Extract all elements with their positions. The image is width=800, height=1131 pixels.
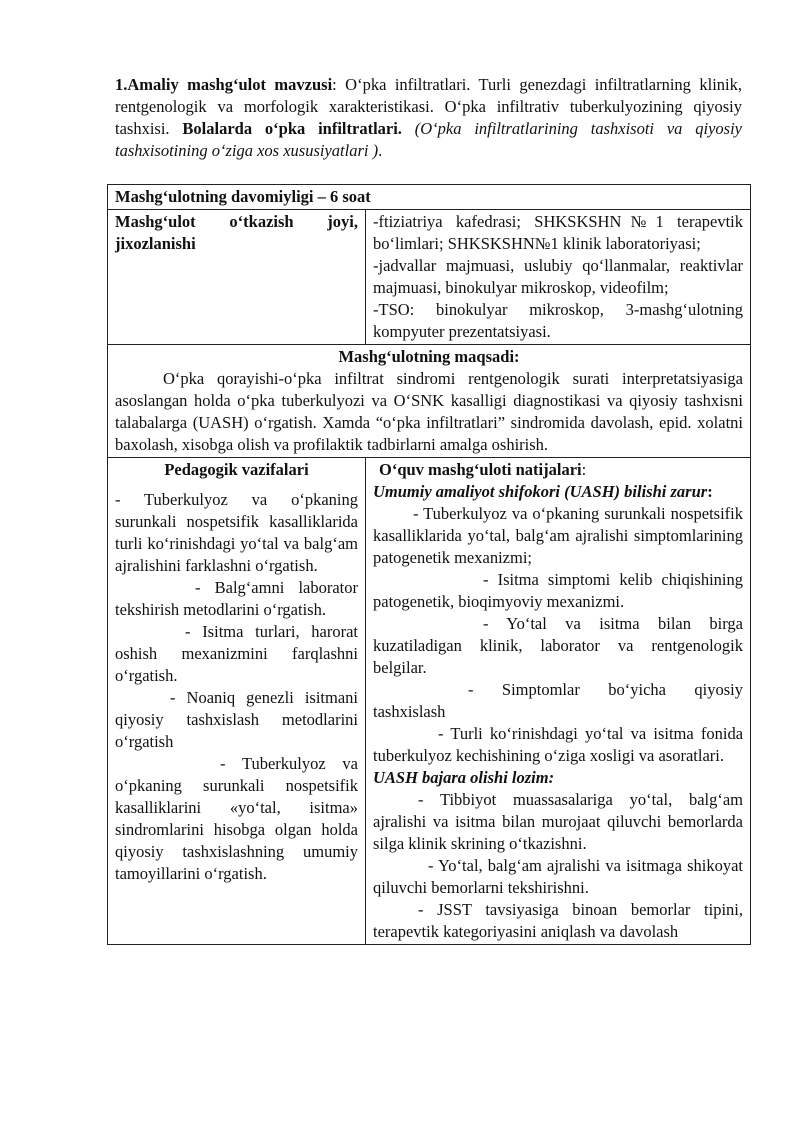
duration-cell: Mashg‘ulotning davomiyligi – 6 soat <box>108 185 751 210</box>
duration-row <box>108 185 751 210</box>
know-item: - Turli ko‘rinishdagi yo‘tal va isitma fonida tuberkulyoz kechishining o‘ziga xosligi va asoratlari. <box>373 724 744 765</box>
goal-title: Mashg‘ulotning maqsadi: <box>338 347 520 366</box>
must-do-item: - JSST tavsiyasiga binoan bemorlar tipini, terapevtik kategoriyasini aniqlash va davolash <box>373 900 744 941</box>
place-label: Mashg‘ulot o‘tkazish joyi, jixozlanishi <box>108 210 366 345</box>
know-item: - Tuberkulyoz va o‘pkaning surunkali nospetsifik kasalliklarida yo‘tal, balg‘am ajralishi simptomlarining patogenetik mexanizmi; <box>373 504 744 567</box>
learning-results-title-line <box>373 459 743 481</box>
pedagogical-task-item: - Tuberkulyoz va o‘pkaning surunkali nospetsifik kasalliklarini «yo‘tal, isitma» sindromlarini hisobga olgan holda qiyosiy tashxislashning umumiy tamoyillarini o‘rgatish. <box>115 754 358 883</box>
tasks-results-row <box>108 458 751 945</box>
pedagogical-tasks-title: Pedagogik vazifalari <box>164 460 309 479</box>
topic-bold-part: Bolalarda o‘pka infiltratlari. <box>182 119 402 138</box>
know-subtitle-colon: : <box>707 482 713 501</box>
place-item: -TSO: binokulyar mikroskop, 3-mashg‘ulotning kompyuter prezentatsiyasi. <box>373 300 744 341</box>
learning-results-cell <box>366 458 751 945</box>
learning-results-colon: : <box>581 460 587 479</box>
place-item: -jadvallar majmuasi, uslubiy qo‘llanmalar, reaktivlar majmuasi, binokulyar mikroskop, videofilm; <box>373 256 744 297</box>
must-do-item: - Yo‘tal, balg‘am ajralishi va isitmaga shikoyat qiluvchi bemorlarni tekshirishni. <box>373 856 744 897</box>
topic-italic-part: (O‘pka infiltratlarining tashxisoti va qiyosiy tashxisotining o‘ziga xos xususiyatlari ) <box>115 119 742 160</box>
place-item: -ftiziatriya kafedrasi; SHKSKSHN№1 terapevtik bo‘limlari; SHKSKSHN№1 klinik laboratoriyasi; <box>373 212 744 253</box>
topic-label: 1.Amaliy mashg‘ulot mavzusi <box>115 75 333 94</box>
lesson-topic-paragraph <box>115 74 742 162</box>
topic-text: : O‘pka infiltratlari. Turli genezdagi infiltratlarning klinik, rentgenologik va morfologik xarakteristikasi. O‘pka infiltrativ tuberkulyozining qiyosiy tashxisi. <box>115 75 742 138</box>
pedagogical-task-item: - Isitma turlari, harorat oshish mexanizmini farqlashni o‘rgatish. <box>115 622 358 685</box>
know-item: - Simptomlar bo‘yicha qiyosiy tashxislash <box>373 680 744 721</box>
goal-cell <box>108 345 751 458</box>
learning-results-title: O‘quv mashg‘uloti natijalari <box>379 460 582 479</box>
place-equipment-cell <box>366 210 751 345</box>
know-subtitle-line <box>373 481 743 503</box>
know-subtitle: Umumiy amaliyot shifokori (UASH) bilishi zarur <box>373 482 708 501</box>
know-item: - Yo‘tal va isitma bilan birga kuzatiladigan klinik, laborator va rentgenologik belgilar. <box>373 614 744 677</box>
goal-text: O‘pka qorayishi-o‘pka infiltrat sindromi rentgenologik surati interpretatsiyasiga asoslangan holda o‘pka tuberkulyozi va O‘SNK kasalligi diagnostikasi va qiyosiy tashxisni talabalarga (UASH) o‘rgatish. Xamda “o‘pka infiltratlari” sindromida davolash, epid. xolatni baxolash, xisobga olish va profilaktik tadbirlarni amalga oshirish. <box>115 369 744 454</box>
pedagogical-tasks-cell <box>108 458 366 945</box>
topic-end: . <box>378 141 383 160</box>
pedagogical-task-item: - Balg‘amni laborator tekshirish metodlarini o‘rgatish. <box>115 578 358 619</box>
must-do-subtitle: UASH bajara olishi lozim: <box>373 768 555 787</box>
place-row <box>108 210 751 345</box>
pedagogical-task-item: - Tuberkulyoz va o‘pkaning surunkali nospetsifik kasalliklarida turli ko‘rinishdagi yo‘tal va balg‘am ajralishini farklashni o‘rgatish. <box>115 490 358 575</box>
pedagogical-task-item: - Noaniq genezli isitmani qiyosiy tashxislash metodlarini o‘rgatish <box>115 688 358 751</box>
must-do-item: - Tibbiyot muassasalariga yo‘tal, balg‘am ajralishi va isitma bilan murojaat qiluvchi bemorlarda silga klinik skrining o‘tkazishni. <box>373 790 744 853</box>
lesson-plan-table <box>107 184 751 945</box>
goal-row <box>108 345 751 458</box>
know-item: - Isitma simptomi kelib chiqishining patogenetik, bioqimyoviy mexanizmi. <box>373 570 744 611</box>
